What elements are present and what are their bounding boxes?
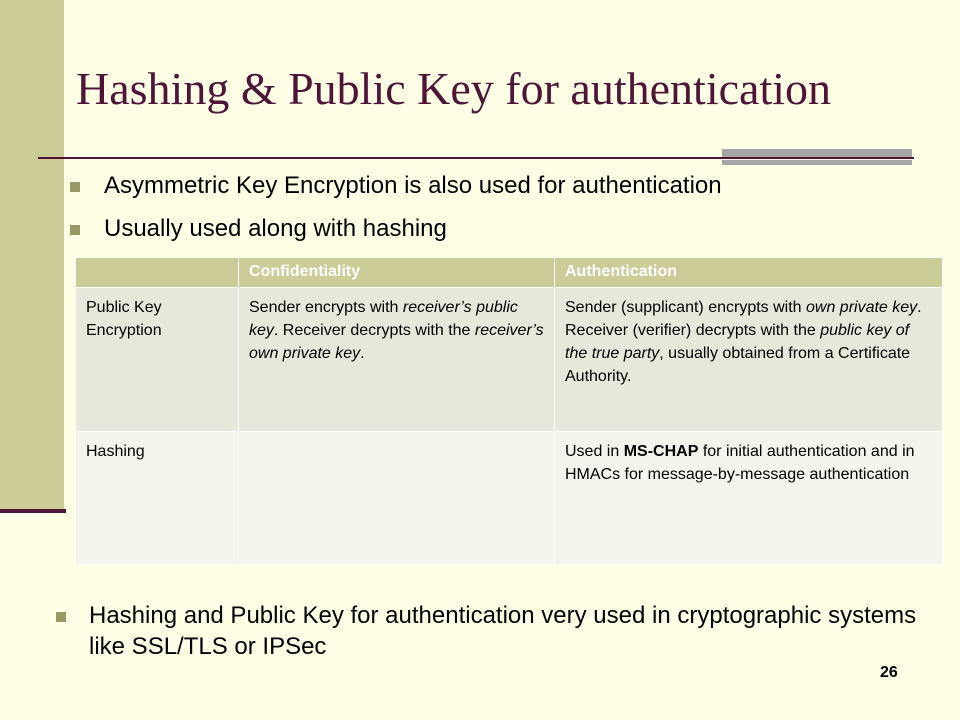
cell-text: Sender (supplicant) encrypts with (565, 299, 806, 316)
bullet-text: Hashing and Public Key for authentication very used in cryptographic systems like SSL/TLS or IPSec (89, 602, 917, 660)
cell-text: . Receiver decrypts with the (273, 322, 475, 339)
table-header-row (76, 258, 943, 288)
square-bullet-icon (56, 612, 66, 622)
slide-title: Hashing & Public Key for authentication (76, 63, 832, 114)
cell-text: . Receiver (verifier) decrypts with the (565, 299, 922, 339)
table-header-blank (76, 258, 239, 288)
cell-authentication (555, 432, 943, 565)
cell-text: . (360, 345, 365, 362)
title-rule-accent-lower (722, 160, 912, 165)
bullet-text: Usually used along with hashing (104, 215, 447, 242)
cell-authentication (555, 288, 943, 432)
title-rule-accent (722, 149, 912, 157)
cell-text: Used in (565, 443, 624, 460)
cell-italic-text: public key of the true party (565, 322, 910, 362)
table-header-confidentiality: Confidentiality (239, 258, 555, 288)
comparison-table (75, 257, 943, 565)
bullet-text: Asymmetric Key Encryption is also used for authentication (104, 172, 722, 199)
left-accent-band (0, 0, 64, 510)
cell-confidentiality (239, 432, 555, 565)
cell-bold-text: MS-CHAP (623, 443, 699, 460)
cell-text: Sender encrypts with (249, 299, 403, 316)
row-label: Public Key Encryption (76, 288, 239, 432)
cell-text: , usually obtained from a Certificate Authority. (565, 345, 911, 385)
square-bullet-icon (70, 182, 80, 192)
square-bullet-icon (70, 225, 80, 235)
page-number: 26 (880, 664, 898, 681)
cell-italic-text: receiver’s own private key (249, 322, 544, 362)
cell-confidentiality (239, 288, 555, 432)
bullet-item (56, 600, 926, 662)
cell-text: for initial authentication and in HMACs for message-by-message authentication (565, 443, 915, 483)
left-band-underline (0, 509, 66, 513)
cell-italic-text: receiver’s public key (249, 299, 518, 339)
table-header-authentication: Authentication (555, 258, 943, 288)
table-row (76, 432, 943, 565)
table-row (76, 288, 943, 432)
cell-italic-text: own private key (806, 299, 918, 316)
title-rule (38, 157, 914, 159)
row-label: Hashing (76, 432, 239, 565)
